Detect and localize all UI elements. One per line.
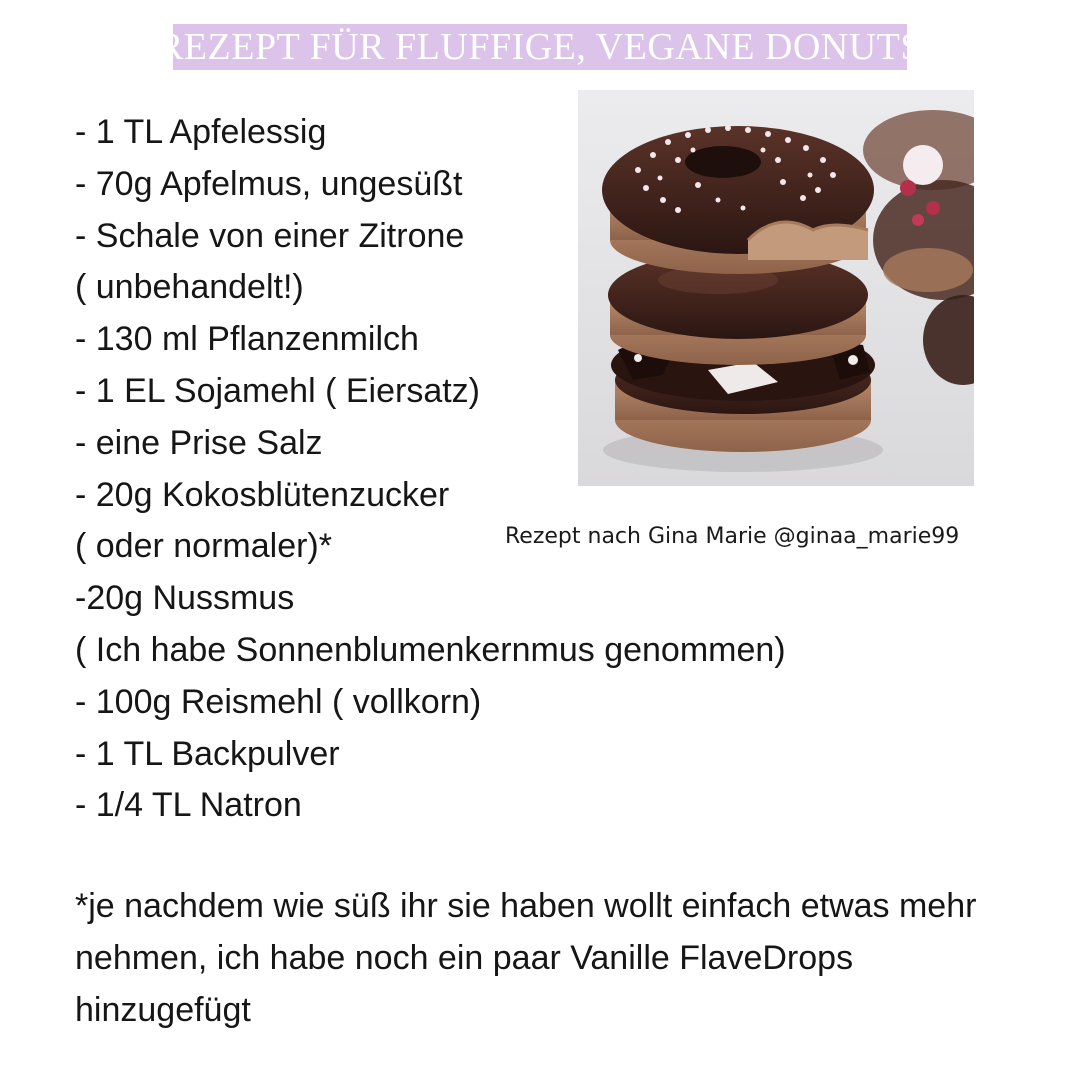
donut-photo <box>578 90 974 486</box>
ingredient-line: ( oder normaler)* <box>75 527 332 566</box>
ingredient-line: - 70g Apfelmus, ungesüßt <box>75 164 463 203</box>
ingredient-line: - 1 TL Apfelessig <box>75 113 327 151</box>
photo-caption: Rezept nach Gina Marie @ginaa_marie99 <box>505 524 960 549</box>
ingredient-line: - Schale von einer Zitrone <box>75 216 465 255</box>
recipe-note: *je nachdem wie süß ihr sie haben wollt einfach etwas mehr nehmen, ich habe noch ein paar Vanille FlaveDrops hinzugefügt <box>75 887 977 1029</box>
ingredient-line: - eine Prise Salz <box>75 423 323 462</box>
ingredient-line: - 1 EL Sojamehl ( Eiersatz) <box>75 371 480 410</box>
ingredient-line: - 100g Reismehl ( vollkorn) <box>75 682 482 721</box>
ingredient-line: ( unbehandelt!) <box>75 268 304 307</box>
ingredient-line: ( Ich habe Sonnenblumenkernmus genommen) <box>75 630 786 669</box>
ingredient-line: - 1/4 TL Natron <box>75 786 302 825</box>
title-banner <box>157 24 923 70</box>
ingredient-line: -20g Nussmus <box>75 579 295 618</box>
recipe-title: REZEPT FÜR FLUFFIGE, VEGANE DONUTS <box>157 26 923 68</box>
ingredient-line: - 20g Kokosblütenzucker <box>75 475 450 514</box>
ingredient-line: - 130 ml Pflanzenmilch <box>75 320 419 359</box>
ingredient-line: - 1 TL Backpulver <box>75 734 340 773</box>
